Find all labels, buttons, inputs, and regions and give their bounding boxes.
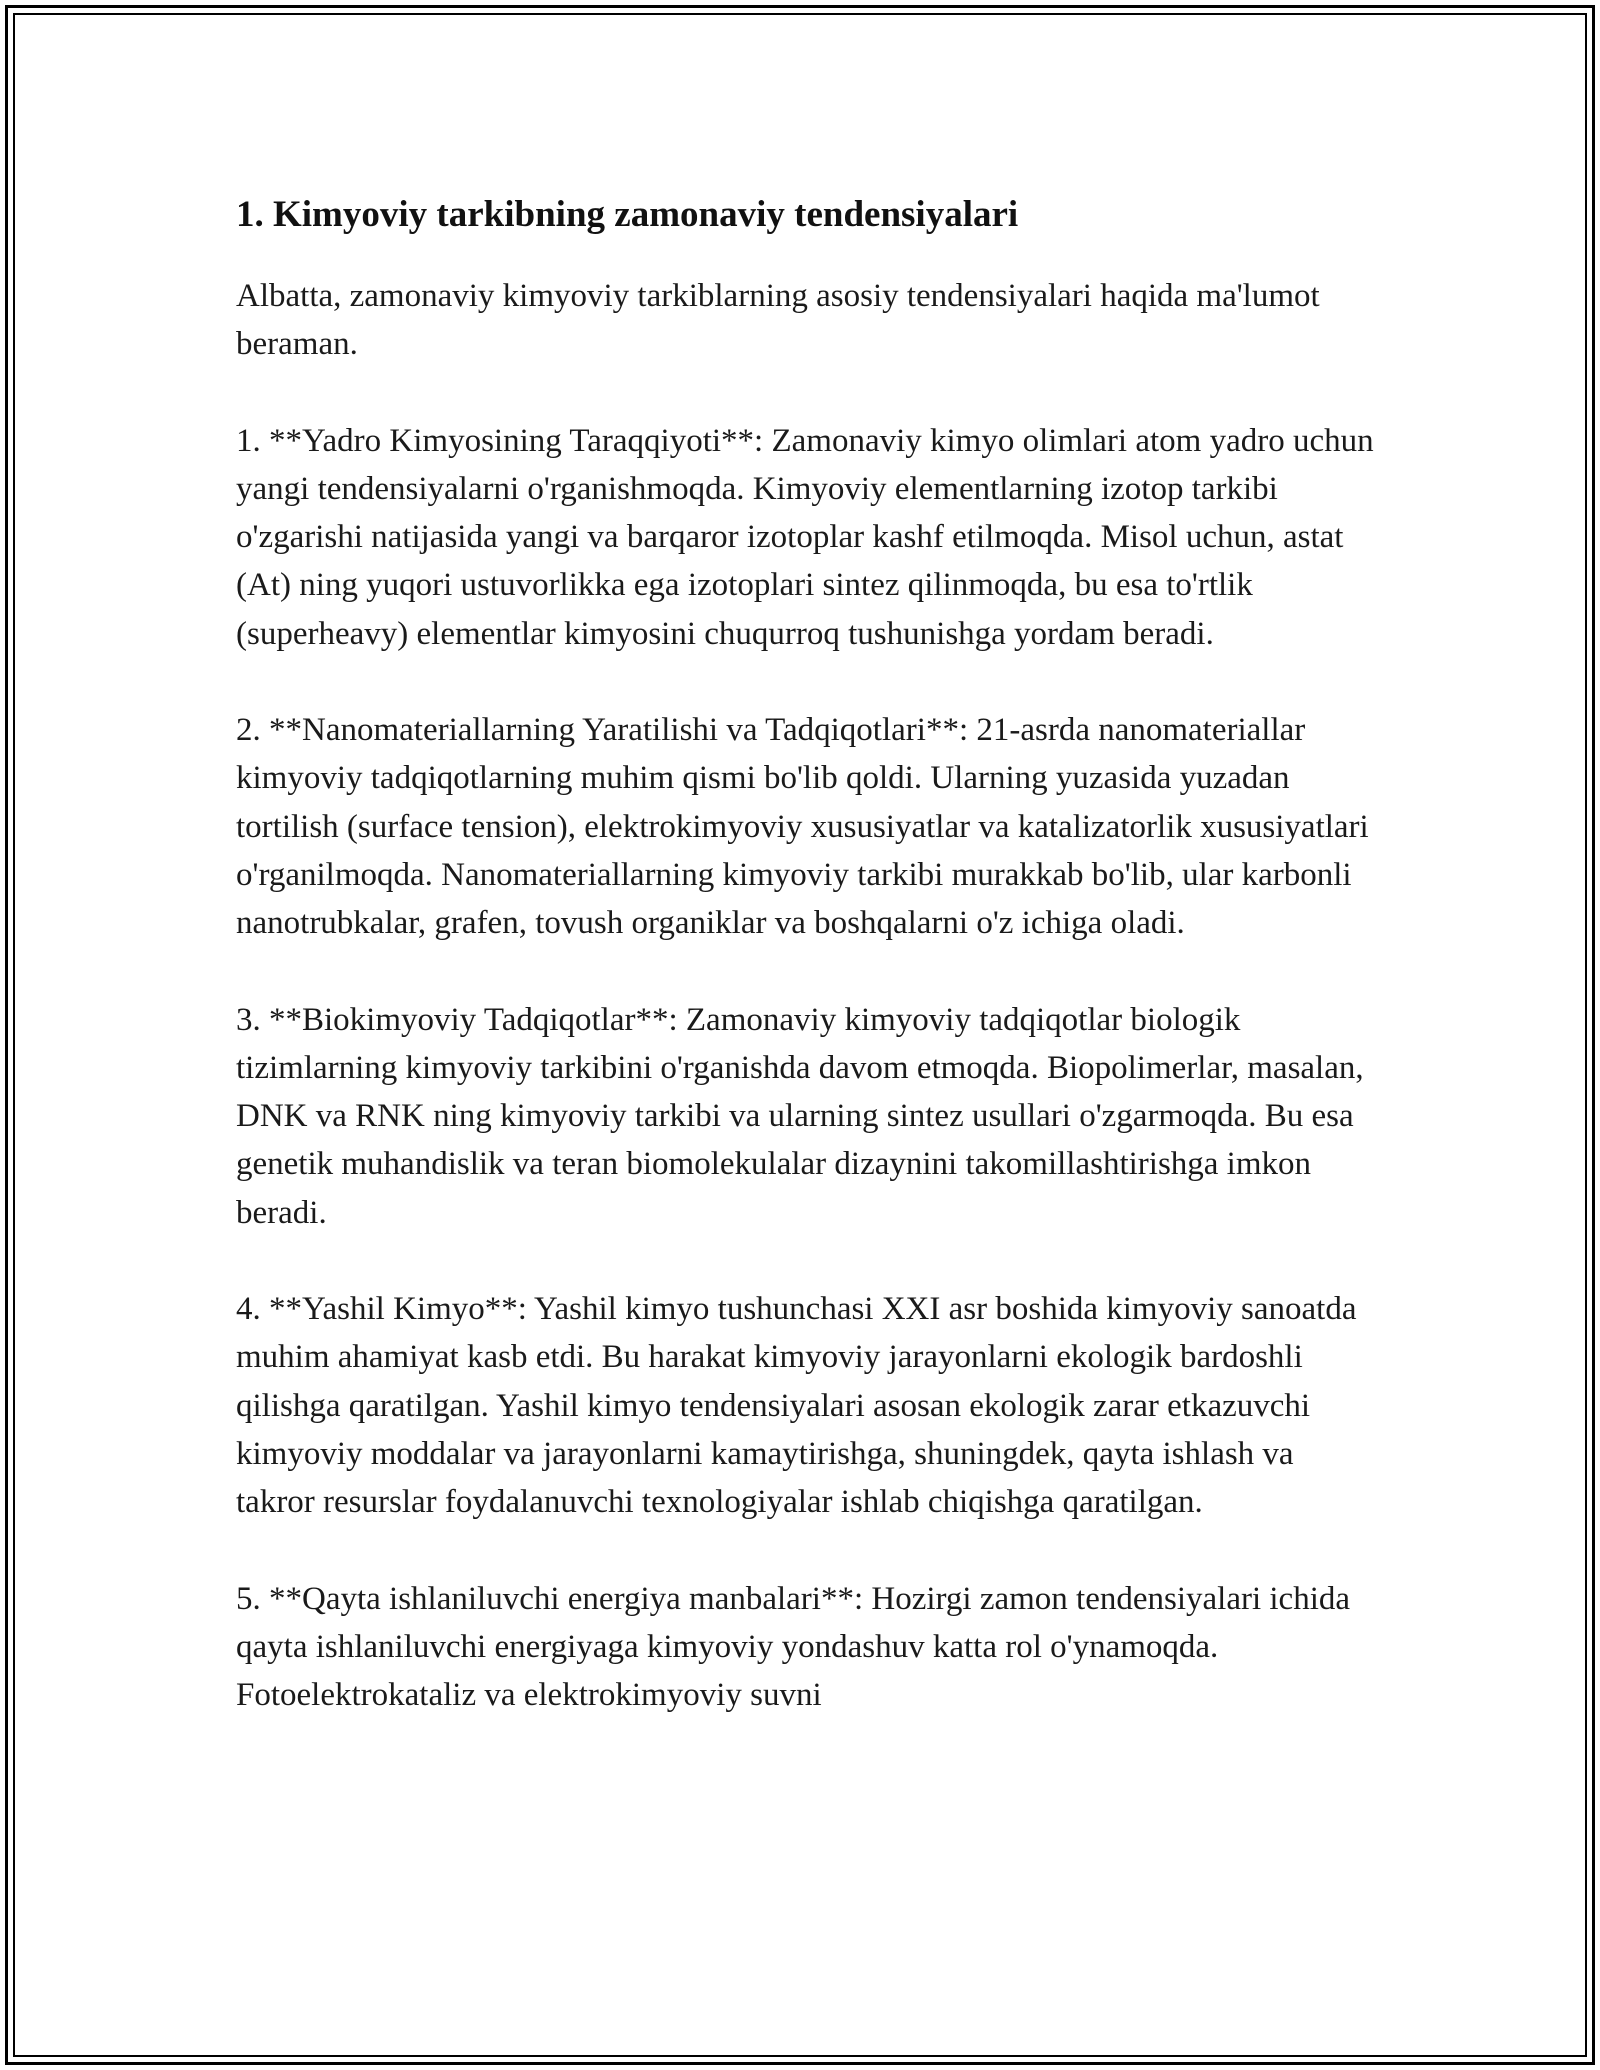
intro-paragraph: Albatta, zamonaviy kimyoviy tarkiblarning asosiy tendensiyalari haqida ma'lumot beraman.	[236, 278, 1320, 363]
list-item-1: 1. **Yadro Kimyosining Taraqqiyoti**: Zamonaviy kimyo olimlari atom yadro uchun yangi tendensiyalarni o'rganishmoqda. Kimyoviy elementlarning izotop tarkibi o'zgarishi natijasida yangi va barqaror izotoplar kashf etilmoqda. Misol uchun, astat (At) ning yuqori ustuvorlikka ega izotoplari sintez qilinmoqda, bu esa to'rtlik (superheavy) elementlar kimyosini chuqurroq tushunishga yordam beradi.	[236, 422, 1374, 652]
document-title: 1. Kimyoviy tarkibning zamonaviy tendensiyalari	[236, 194, 1019, 235]
list-item-4: 4. **Yashil Kimyo**: Yashil kimyo tushunchasi XXI asr boshida kimyoviy sanoatda muhim ahamiyat kasb etdi. Bu harakat kimyoviy jarayonlarni ekologik bardoshli qilishga qaratilgan. Yashil kimyo tendensiyalari asosan ekologik zarar etkazuvchi kimyoviy moddalar va jarayonlarni kamaytirishga, shuningdek, qayta ishlash va takror resurslar foydalanuvchi texnologiyalar ishlab chiqishga qaratilgan.	[236, 1291, 1357, 1521]
list-item-3: 3. **Biokimyoviy Tadqiqotlar**: Zamonaviy kimyoviy tadqiqotlar biologik tizimlarning kimyoviy tarkibini o'rganishda davom etmoqda. Biopolimerlar, masalan, DNK va RNK ning kimyoviy tarkibi va ularning sintez usullari o'zgarmoqda. Bu esa genetik muhandislik va teran biomolekulalar dizaynini takomillashtirishga imkon beradi.	[236, 1001, 1364, 1231]
list-item-2: 2. **Nanomateriallarning Yaratilishi va Tadqiqotlari**: 21-asrda nanomateriallar kimyoviy tadqiqotlarning muhim qismi bo'lib qoldi. Ularning yuzasida yuzadan tortilish (surface tension), elektrokimyoviy xususiyatlar va katalizatorlik xususiyatlari o'rganilmoqda. Nanomateriallarning kimyoviy tarkibi murakkab bo'lib, ular karbonli nanotrubkalar, grafen, tovush organiklar va boshqalarni o'z ichiga oladi.	[236, 712, 1369, 942]
document-body	[236, 190, 1376, 1767]
list-item-5: 5. **Qayta ishlaniluvchi energiya manbalari**: Hozirgi zamon tendensiyalari ichida qayta ishlaniluvchi energiyaga kimyoviy yondashuv katta rol o'ynamoqda. Fotoelektrokataliz va elektrokimyoviy suvni	[236, 1580, 1351, 1714]
